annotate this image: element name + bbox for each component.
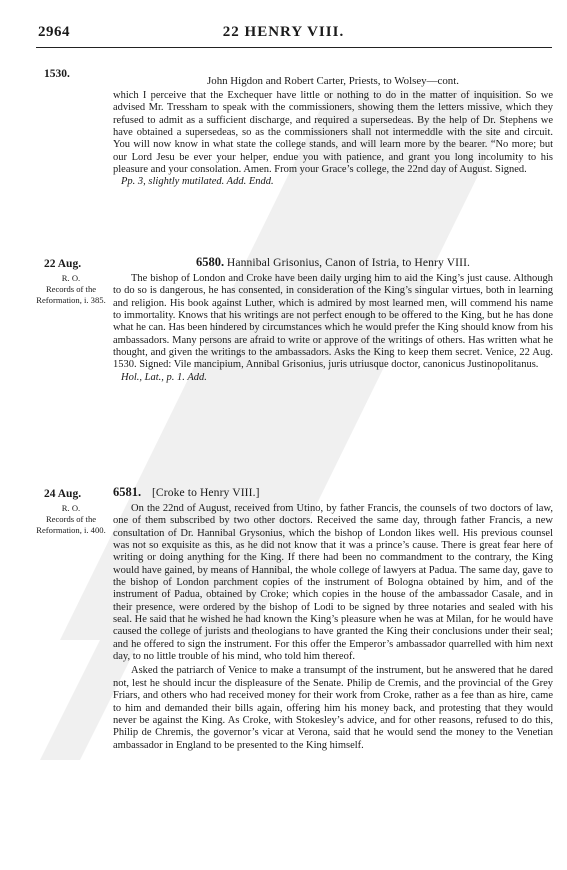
entry-number: 6581. [113,485,142,499]
running-head: 22 HENRY VIII. [222,24,345,40]
entry-6580 [113,256,553,384]
entry-number: 6580. [195,255,225,269]
entry-source: R. O. [61,503,81,513]
entry-continuation [113,75,553,189]
entry-reference: Records of the Reformation, i. 400. [36,514,106,535]
entry-date: 24 Aug. [44,488,82,500]
entry-heading [113,486,553,500]
header-rule [36,47,552,48]
entry-title: [Croke to Henry VIII.] [151,486,260,499]
entry-paragraph: On the 22nd of August, received from Utino, by father Francis, the counsels of two doctors of law, one of them subscribed by two other doctors. Received the same day, through father Francis, a new consultation of Dr. Hannibal Grysonius, which the bishop of London likes well. His previous counsel was not so exquisite as this, as he did not know that it was a prince’s cause. There is great fear here of writing or doing anything for the King. If there had been no commandment to the contrary, the King would have gained, by means of Hannibal, the whole college of lawyers at Padua. The same day, gave to the bishop of London parchment copies of the instrument of Bologna obtained by him, and of the instrument of Padua, obtained by Croke; which copies in the house of the ambassador Casale, and in their presence, were ordered by the bishop of Lodi to be signed by three notaries and sealed with his seal. He said that he wished he had known the King’s pleasure when he was at Milan, for he would have caused the college of jurists and theologians to have granted the King their conclusions under their seal; and he offered to sign the instrument. For this offer the Emperor’s ambassador quarrelled with him next day, to no little trouble of his mind, who told him thereof. [113,503,553,663]
section-year: 1530. [44,68,70,80]
entry-body: which I perceive that the Exchequer have little or nothing to do in the matter of inquisition. So we advised Mr. Tressham to speak with the commissioners, showing them the letters missive, which they refused to admit as a sufficient discharge, and required a supersedeas. By the help of Dr. Stephens we have obtained a supersedeas, so as the commissioners shall not intermeddle with the site and circuit. You will now know in what state the college stands, and will learn more by the bearer. “No more; but our Lord Jesu be ever your helper, endue you with patience, and grant you long incolumity to his pleasure and your consolation. Amen. From your Grace’s college, the 22nd day of August. Signed. [113,90,553,176]
page-number: 2964 [38,24,70,40]
entry-title: John Higdon and Robert Carter, Priests, to Wolsey—cont. [207,75,459,87]
entry-6581 [113,486,553,752]
entry-title: Hannibal Grisonius, Canon of Istria, to Henry VIII. [226,256,471,269]
entry-meta: Pp. 3, slightly mutilated. Add. Endd. [121,176,274,188]
entry-heading [113,256,553,270]
entry-paragraph: Asked the patriarch of Venice to make a transumpt of the instrument, but he answered that he dared not, lest he should incur the displeasure of the Senate. Philip de Cremis, and the provincial of the Grey Friars, and others who had received money for their work from Croke, rather as a fee than as hire, came to him and demanded their bills again, offering him his money back, and protesting that they would never be against the King. As Croke, with Stokesley’s advice, and for other reasons, refused to do this, Philip de Chremis, the governor’s vicar at Verona, said that he would send the money to the Venetian ambassador in England to be presented to the King himself. [113,665,553,751]
entry-source: R. O. [61,273,81,283]
entry-body: The bishop of London and Croke have been daily urging him to aid the King’s just cause. Although to do so is dangerous, he has consented, in consideration of the King’s singular virtues, both in learning and religion. His book against Luther, which is admired by most learned men, will commend his name to immortality. Knows that his writings are not perfect enough to be offered to the King, but he has done what he can. Has been hindered by circumstances which he would prefer the King should know from his ambassadors. Many persons are afraid to write or approve of the writings of others. Has written what he thought, and given the writings to the ambassadors. Asks the King to keep them secret. Venice, 22 Aug. 1530. Signed: Vile mancipium, Annibal Grisonius, juris utriusque doctor, canonicus Justinopolitanus. [113,273,553,371]
entry-reference: Records of the Reformation, i. 385. [36,284,106,305]
entry-meta: Hol., Lat., p. 1. Add. [121,371,207,383]
entry-date: 22 Aug. [44,258,82,270]
